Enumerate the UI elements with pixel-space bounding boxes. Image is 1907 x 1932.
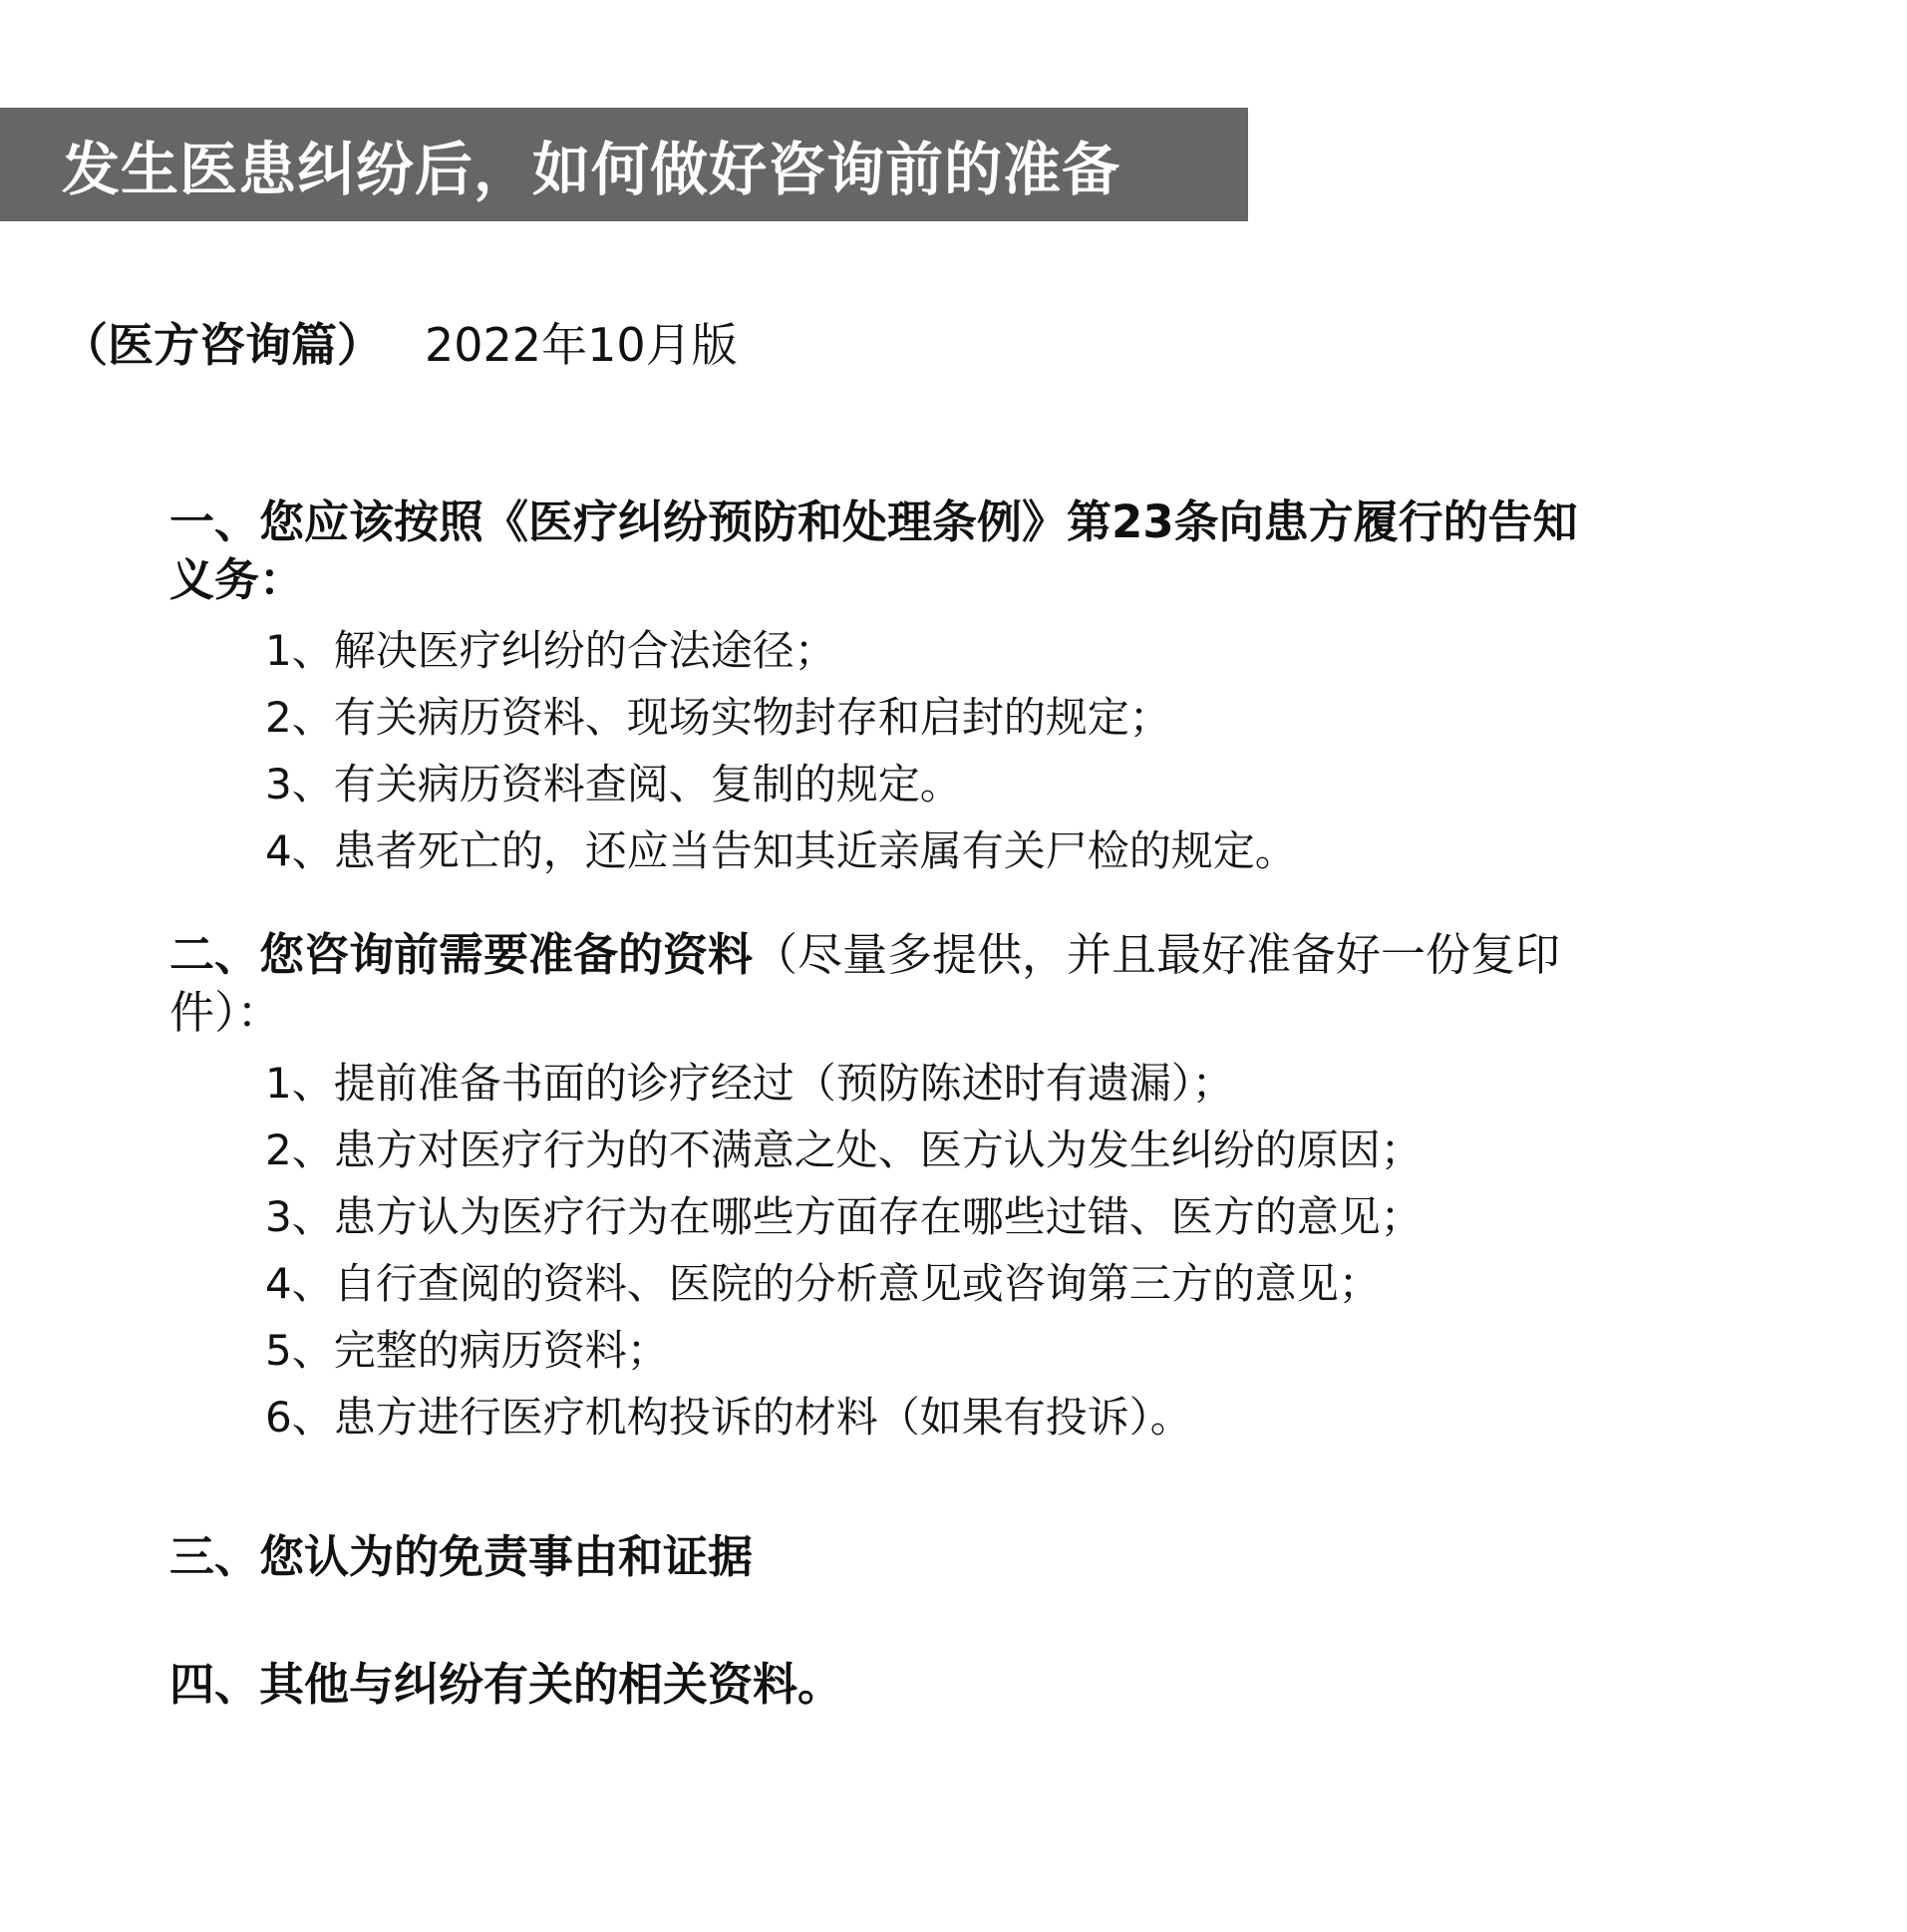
- item-list: [169, 1050, 1615, 1450]
- subtitle-part: （医方咨询篇）: [62, 318, 383, 372]
- subtitle: [62, 309, 738, 375]
- section-heading: [169, 1656, 1615, 1714]
- list-item: 5、完整的病历资料；: [265, 1326, 669, 1375]
- title-banner: [0, 108, 1248, 221]
- list-item: 2、患方对医疗行为的不满意之处、医方认为发生纠纷的原因；: [265, 1126, 1423, 1174]
- section-heading-bold: 一、您应该按照《医疗纠纷预防和处理条例》第23条向患方履行的告知义务：: [169, 495, 1578, 606]
- list-item: 2、有关病历资料、现场实物封存和启封的规定；: [265, 693, 1171, 742]
- section-heading-bold: 四、其他与纠纷有关的相关资料。: [169, 1658, 843, 1711]
- list-item: 1、解决医疗纠纷的合法途径；: [265, 626, 836, 675]
- section-heading-bold: 二、您咨询前需要准备的资料: [169, 928, 754, 981]
- document-body: [169, 493, 1615, 1714]
- subtitle-edition: 2022年10月版: [425, 318, 738, 372]
- list-item: 6、患方进行医疗机构投诉的材料（如果有投诉）。: [265, 1393, 1192, 1442]
- list-item: 1、提前准备书面的诊疗经过（预防陈述时有遗漏）；: [265, 1059, 1234, 1108]
- list-item: 4、患者死亡的，还应当告知其近亲属有关尸检的规定。: [265, 826, 1297, 875]
- item-list: [169, 617, 1615, 884]
- section-heading-bold: 三、您认为的免责事由和证据: [169, 1530, 754, 1583]
- section-3: [169, 1528, 1615, 1586]
- list-item: 3、患方认为医疗行为在哪些方面存在哪些过错、医方的意见；: [265, 1192, 1423, 1241]
- section-heading: [169, 493, 1615, 609]
- section-4: [169, 1656, 1615, 1714]
- section-heading: [169, 1528, 1615, 1586]
- section-heading: [169, 926, 1615, 1042]
- section-1: [169, 493, 1615, 884]
- section-2: [169, 926, 1615, 1450]
- list-item: 3、有关病历资料查阅、复制的规定。: [265, 760, 962, 808]
- section-heading-note: （尽量多提供，并且最好准备好一份复印件）：: [169, 928, 1561, 1039]
- list-item: 4、自行查阅的资料、医院的分析意见或咨询第三方的意见；: [265, 1259, 1381, 1308]
- page-title: 发生医患纠纷后，如何做好咨询前的准备: [62, 136, 1121, 203]
